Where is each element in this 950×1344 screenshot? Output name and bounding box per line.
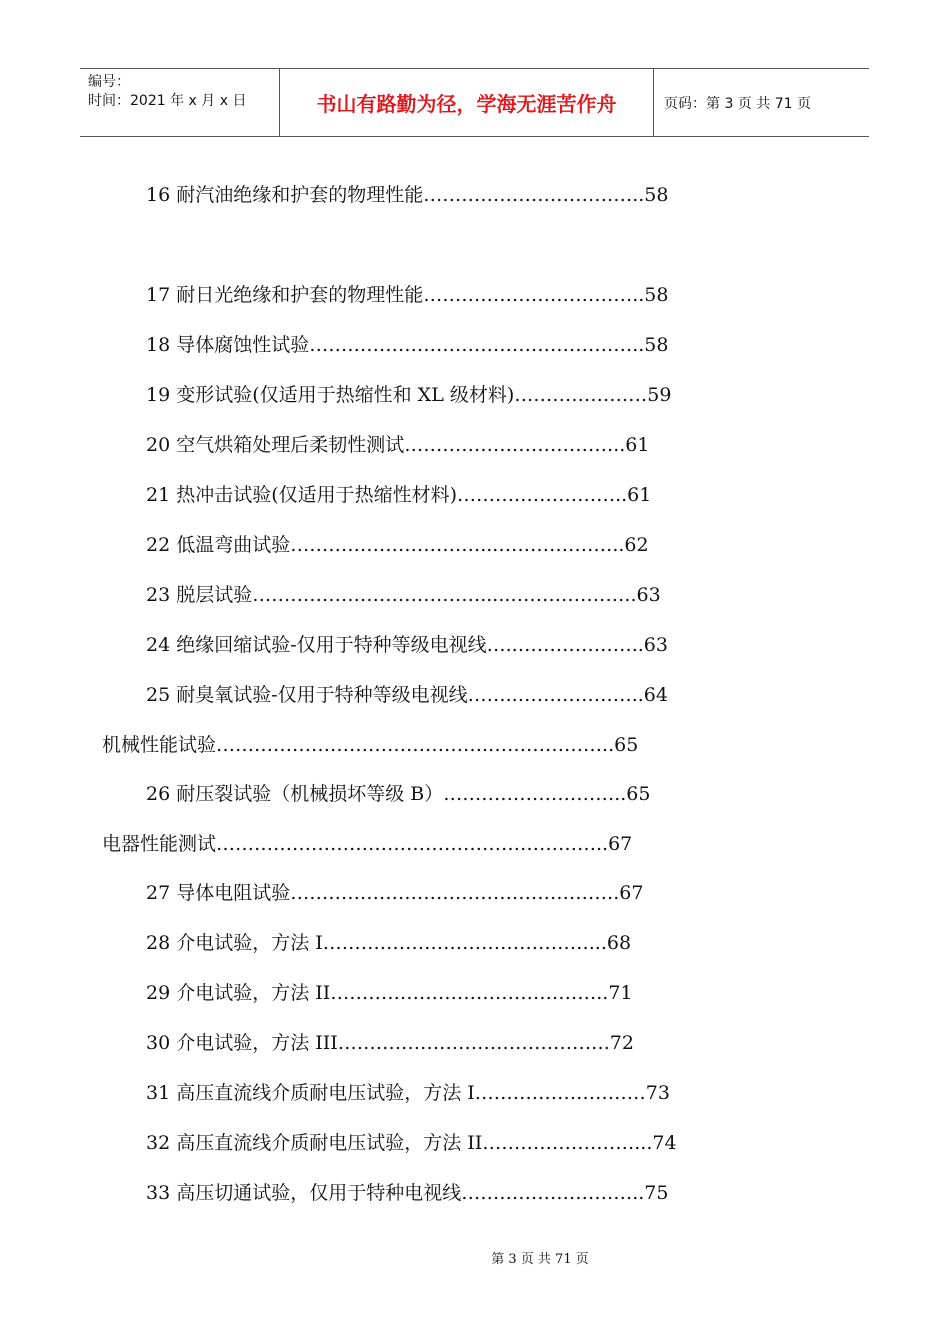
toc-entry: 17 耐日光绝缘和护套的物理性能……………………………..58 <box>146 284 669 306</box>
toc-entry: 20 空气烘箱处理后柔韧性测试……………………………..61 <box>146 434 650 456</box>
document-number-label: 编号： <box>88 74 130 90</box>
header-motto: 书山有路勤为径，学海无涯苦作舟 <box>280 69 654 136</box>
toc-entry: 33 高压切通试验，仅用于特种电视线………………………..75 <box>146 1182 669 1204</box>
page-footer: 第 3 页 共 71 页 <box>491 1252 589 1267</box>
toc-section-heading: 机械性能试验…………………………………….………………..65 <box>102 734 639 756</box>
toc-entry: 25 耐臭氧试验-仅用于特种等级电视线……..………………..64 <box>146 684 668 706</box>
page-header <box>80 68 869 137</box>
toc-entry: 31 高压直流线介质耐电压试验，方法 I………………………73 <box>146 1082 670 1104</box>
toc-entry: 21 热冲击试验(仅适用于热缩性材料)……….……………..61 <box>146 484 652 506</box>
toc-entry: 30 介电试验，方法 III…………………………………….72 <box>146 1032 634 1054</box>
toc-entry: 18 导体腐蚀性试验……………………………………………..58 <box>146 334 669 356</box>
toc-entry: 22 低温弯曲试验…………………………...………………..62 <box>146 534 649 556</box>
toc-entry: 28 介电试验，方法 I……………………………………...68 <box>146 932 632 954</box>
toc-section-heading: 电器性能测试……………………………………………………..67 <box>102 833 633 855</box>
toc-entry: 24 绝缘回缩试验-仅用于特种等级电视线…..………………..63 <box>146 634 668 656</box>
toc-entry: 32 高压直流线介质耐电压试验，方法 II……………………...74 <box>146 1132 677 1154</box>
header-meta <box>80 69 280 136</box>
toc-entry: 19 变形试验(仅适用于热缩性和 XL 级材料)…………………59 <box>146 384 672 406</box>
toc-entry: 29 介电试验，方法 II……………………………………..71 <box>146 982 633 1004</box>
toc-entry: 27 导体电阻试验…………………………………………….67 <box>146 882 644 904</box>
header-page-info: 页码：第 3 页 共 71 页 <box>664 95 811 112</box>
document-date: 时间：2021 年 x 月 x 日 <box>88 93 247 109</box>
toc-entry: 16 耐汽油绝缘和护套的物理性能……………………………..58 <box>146 184 669 206</box>
toc-entry: 26 耐压裂试验（机械损坏等级 B）………………………..65 <box>146 783 651 805</box>
toc-entry: 23 脱层试验……………………………….....………………..63 <box>146 584 661 606</box>
